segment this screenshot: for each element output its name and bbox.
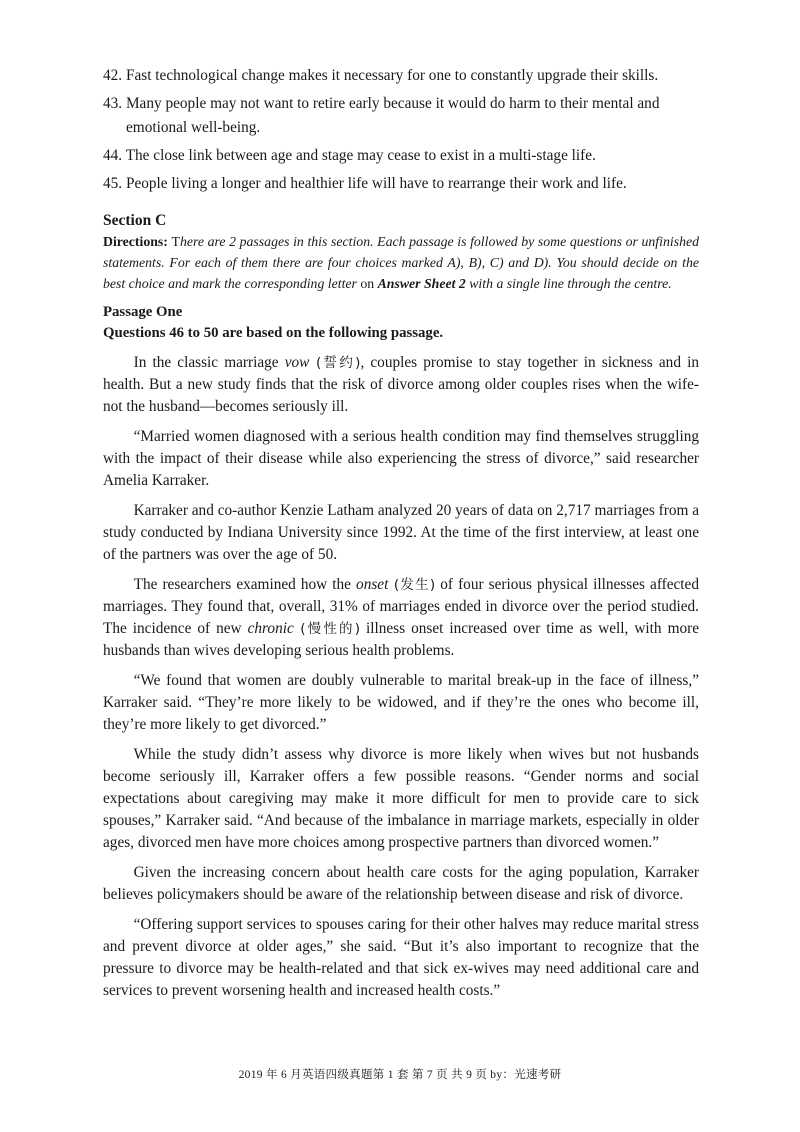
statement-45: 45. People living a longer and healthier life will have to rearrange their work and life. — [103, 175, 627, 192]
passage-subtitle: Questions 46 to 50 are based on the following passage. — [103, 325, 444, 341]
statement-43: 43. Many people may not want to retire early because it would do harm to their mental and emotional well-being. — [103, 95, 660, 136]
page-footer: 2019 年 6 月英语四级真题第 1 套 第 7 页 共 9 页 by：光速考研 — [238, 1069, 562, 1081]
directions-label: Directions: — [103, 234, 168, 249]
passage-paragraph-7: Given the increasing concern about health care costs for the aging population, Karraker believes policymakers should be aware of the relationship between disease and risk of divorce. — [103, 864, 699, 903]
passage-paragraph-3: Karraker and co-author Kenzie Latham analyzed 20 years of data on 2,717 marriages from a study conducted by Indiana University since 1992. At the time of the first interview, at least one of the partners was over the age of 50. — [103, 502, 699, 563]
statement-42: 42. Fast technological change makes it necessary for one to constantly upgrade their skills. — [103, 67, 659, 84]
passage-paragraph-5: “We found that women are doubly vulnerable to marital break-up in the face of illness,” Karraker said. “They’re more likely to be widowed, and if they’re the ones who become ill, they’re more likely to get divorced.” — [103, 672, 699, 733]
passage-paragraph-4: The researchers examined how the onset (发生) of four serious physical illnesses affected marriages. They found that, overall, 31% of marriages ended in divorce over the period studied. The incidence of new chronic (慢性的) illness onset increased over time as well, with more husbands than wives developing serious health problems. — [103, 576, 699, 659]
passage-paragraph-8: “Offering support services to spouses caring for their other halves may reduce marital stress and prevent divorce at older ages,” she said. “But it’s also important to recognize that the pressure to divorce may be health-related and that sick ex-wives may need additional care and services to prevent worsening health and increased health costs.” — [103, 916, 699, 999]
statement-list — [103, 64, 699, 196]
passage-paragraph-6: While the study didn’t assess why divorce is more likely when wives but not husbands become seriously ill, Karraker offers a few possible reasons. “Gender norms and social expectations about caregiving may make it more difficult for men to provide care to sick spouses,” Karraker said. “And because of the imbalance in marriage markets, especially in older ages, divorced men have more choices among prospective partners than divorced women.” — [103, 746, 699, 851]
answer-sheet-label: Answer Sheet 2 — [377, 276, 466, 291]
document-page — [103, 64, 699, 1002]
passage-title: Passage One — [103, 304, 183, 320]
passage-paragraph-2: “Married women diagnosed with a serious health condition may find themselves struggling with the impact of their disease while also experiencing the stress of divorce,” said researcher Amelia Karraker. — [103, 428, 699, 489]
section-c-directions: Directions: There are 2 passages in this section. Each passage is followed by some questions or unfinished statements. For each of them there are four choices marked A), B), C) and D). You should decide on the best choice and mark the corresponding letter on Answer Sheet 2 with a single line through the centre. — [103, 234, 699, 291]
statement-44: 44. The close link between age and stage may cease to exist in a multi-stage life. — [103, 147, 596, 164]
section-c-title: Section C — [103, 212, 167, 229]
passage-paragraph-1: In the classic marriage vow (誓约), couples promise to stay together in sickness and in health. But a new study finds that the risk of divorce among older couples rises when the wife-not the husband—becomes seriously ill. — [103, 354, 700, 415]
